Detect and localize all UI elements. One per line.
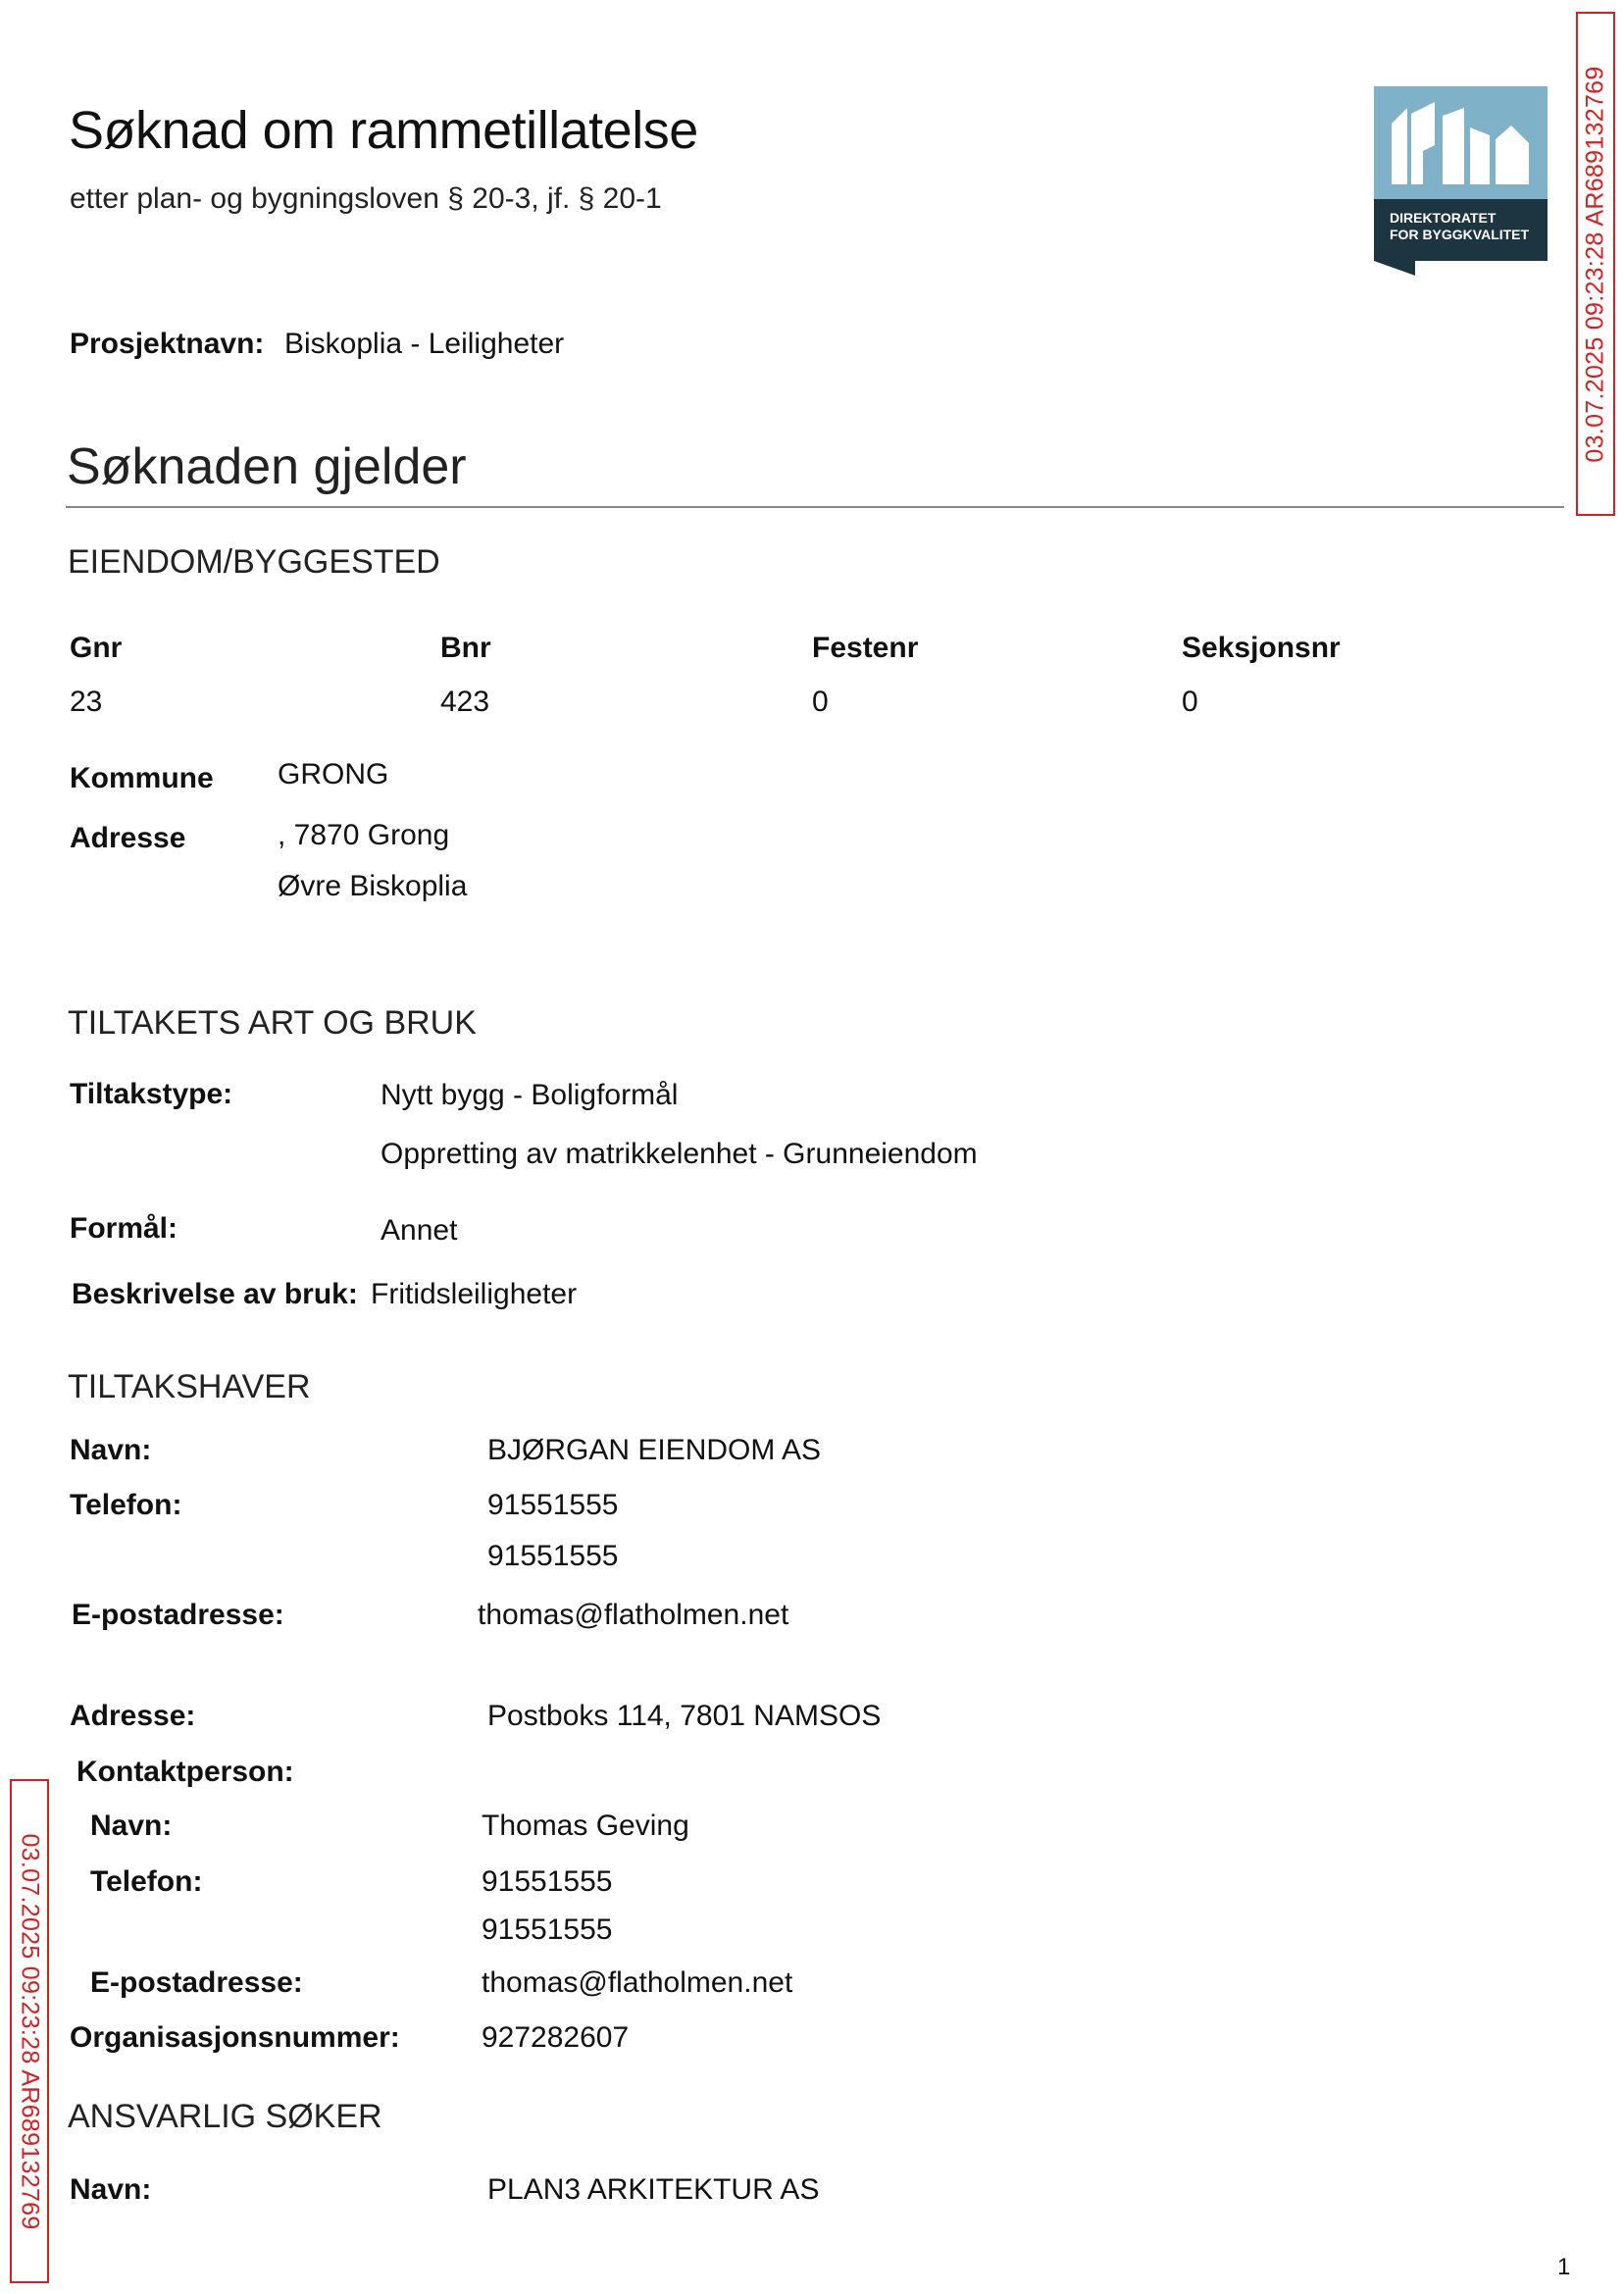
logo-text	[1390, 210, 1529, 243]
kontakt-epost-value: thomas@flatholmen.net	[482, 1966, 793, 1999]
adresse-line-2: Øvre Biskoplia	[278, 870, 468, 902]
ansvarlig-navn-label: Navn:	[70, 2173, 152, 2206]
logo-line-2: FOR BYGGKVALITET	[1390, 227, 1530, 242]
dibk-logo	[1374, 86, 1548, 276]
project-value: Biskoplia - Leiligheter	[284, 328, 565, 360]
tiltakshaver-telefon-label: Telefon:	[70, 1489, 182, 1521]
page-number: 1	[1557, 2254, 1571, 2280]
kontakt-navn-label: Navn:	[90, 1810, 173, 1842]
kommune-value: GRONG	[278, 758, 389, 790]
orgnr-label: Organisasjonsnummer:	[70, 2021, 400, 2054]
document-title: Søknad om rammetillatelse	[69, 101, 698, 160]
bnr-header: Bnr	[440, 632, 491, 664]
stamp-text-top: 03.07.2025 09:23:28 AR689132769	[1581, 65, 1609, 463]
kontakt-navn-value: Thomas Geving	[482, 1810, 689, 1842]
formal-label: Formål:	[70, 1212, 178, 1245]
timestamp-stamp-top	[1576, 12, 1615, 516]
gnr-value: 23	[70, 686, 103, 718]
logo-line-1: DIREKTORATET	[1390, 210, 1497, 226]
tiltakshaver-adresse-label: Adresse:	[70, 1700, 196, 1732]
kontakt-telefon-label: Telefon:	[90, 1865, 203, 1898]
bruk-value: Fritidsleiligheter	[371, 1278, 578, 1310]
ansvarlig-heading: ANSVARLIG SØKER	[68, 2098, 382, 2135]
festenr-header: Festenr	[812, 632, 919, 664]
kontaktperson-label: Kontaktperson:	[76, 1756, 294, 1788]
tiltakshaver-navn-value: BJØRGAN EIENDOM AS	[487, 1434, 822, 1466]
festenr-value: 0	[812, 686, 829, 718]
tiltakshaver-heading: TILTAKSHAVER	[68, 1368, 311, 1405]
adresse-label: Adresse	[70, 822, 186, 854]
project-label: Prosjektnavn:	[70, 328, 265, 360]
ansvarlig-navn-value: PLAN3 ARKITEKTUR AS	[487, 2173, 820, 2206]
formal-value: Annet	[381, 1214, 458, 1247]
adresse-line-1: , 7870 Grong	[278, 819, 450, 851]
seksjonsnr-value: 0	[1182, 686, 1198, 718]
tiltakshaver-telefon-2: 91551555	[487, 1540, 619, 1572]
tiltakshaver-epost-value: thomas@flatholmen.net	[478, 1599, 789, 1631]
kontakt-epost-label: E-postadresse:	[90, 1966, 303, 1999]
orgnr-value: 927282607	[482, 2021, 630, 2054]
tiltakstype-value-1: Nytt bygg - Boligformål	[381, 1079, 679, 1111]
tiltakstype-label: Tiltakstype:	[70, 1078, 233, 1110]
kontakt-telefon-1: 91551555	[482, 1865, 613, 1898]
tiltakshaver-epost-label: E-postadresse:	[72, 1599, 284, 1631]
kommune-label: Kommune	[70, 762, 214, 794]
tiltakshaver-navn-label: Navn:	[70, 1434, 152, 1466]
seksjonsnr-header: Seksjonsnr	[1182, 632, 1341, 664]
bnr-value: 423	[440, 686, 490, 718]
divider	[66, 506, 1564, 508]
kontakt-telefon-2: 91551555	[482, 1913, 613, 1946]
property-heading: EIENDOM/BYGGESTED	[68, 543, 440, 581]
bruk-label: Beskrivelse av bruk:	[72, 1278, 358, 1310]
tiltakstype-value-2: Oppretting av matrikkelenhet - Grunneiendom	[381, 1138, 978, 1170]
tiltakshaver-telefon-1: 91551555	[487, 1489, 619, 1521]
section-heading-main: Søknaden gjelder	[67, 438, 467, 495]
gnr-header: Gnr	[70, 632, 123, 664]
timestamp-stamp-left	[10, 1779, 49, 2283]
stamp-text-left: 03.07.2025 09:23:28 AR689132769	[16, 1832, 44, 2230]
tiltak-heading: TILTAKETS ART OG BRUK	[68, 1004, 477, 1042]
tiltakshaver-adresse-value: Postboks 114, 7801 NAMSOS	[487, 1700, 882, 1732]
document-subtitle: etter plan- og bygningsloven § 20-3, jf. § 20-1	[70, 182, 662, 215]
